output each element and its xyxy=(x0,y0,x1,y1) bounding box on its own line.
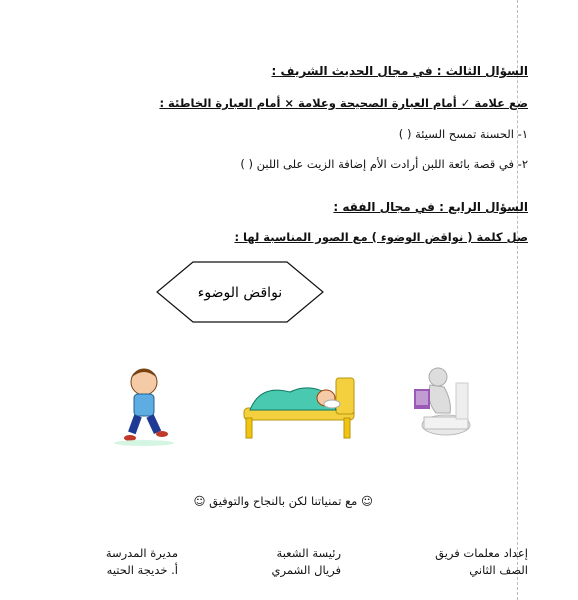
q3-item-1: ١- الحسنة تمسح السيئة ( ) xyxy=(398,127,528,141)
signature-head-role: رئيسة الشعبة xyxy=(276,546,341,560)
signature-head-name: فريال الشمري xyxy=(271,563,341,577)
q3-title: السؤال الثالث : في مجال الحديث الشريف : xyxy=(271,64,528,78)
signature-principal-role: مديرة المدرسة xyxy=(105,546,178,560)
running-boy-image xyxy=(108,366,180,446)
wudu-nullifiers-box xyxy=(155,260,325,324)
signature-team-name: الصف الثاني xyxy=(469,563,528,577)
signature-team-role: إعداد معلمات فريق xyxy=(435,546,528,560)
q4-instruction: صل كلمة ( نواقض الوضوء ) مع الصور المناسبة لها : xyxy=(234,230,528,244)
q3-instruction: ضع علامة ✓ أمام العبارة الصحيحة وعلامة × أمام العبارة الخاطئة : xyxy=(159,96,528,110)
q4-title: السؤال الرابع : في مجال الفقه : xyxy=(333,200,528,214)
q3-item-2: ٢- في قصة بائعة اللبن أرادت الأم إضافة الزيت على اللبن ( ) xyxy=(240,157,528,171)
page-margin-line xyxy=(517,0,518,600)
sleeping-figure-image xyxy=(240,374,362,440)
toilet-figure-image xyxy=(400,363,472,443)
box-label: نواقض الوضوء xyxy=(197,285,283,301)
signature-principal-name: أ. خديجة الحتيه xyxy=(106,563,178,577)
closing-wish: ☺ مع تمنياتنا لكن بالنجاح والتوفيق ☺ xyxy=(193,494,373,508)
